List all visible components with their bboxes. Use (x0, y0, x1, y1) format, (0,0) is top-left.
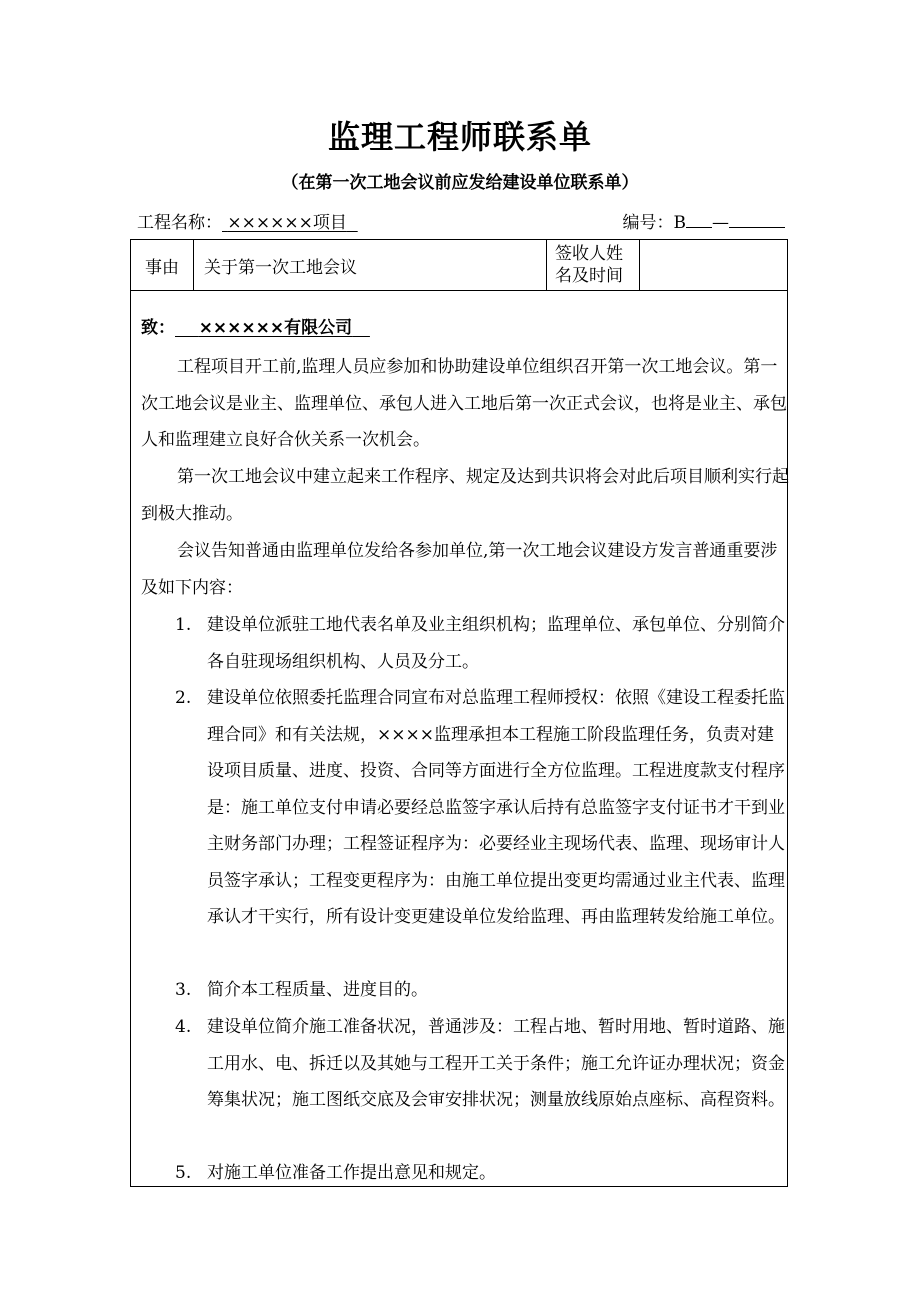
project-label: 工程名称： (137, 213, 222, 233)
meta-row (137, 208, 785, 234)
paragraph: 第一次工地会议中建立起来工作程序、规定及达到共识将会对此后项目顺利实行起到极大推动。 (141, 467, 789, 524)
signer-label-line2: 名及时间 (555, 266, 623, 286)
paragraph: 会议告知普通由监理单位发给各参加单位,第一次工地会议建设方发言普通重要涉及如下内容： (141, 541, 778, 598)
number-dash: — (712, 213, 729, 233)
number-label: 编号：B (622, 213, 686, 233)
recipient-label: 致： (141, 318, 175, 338)
list-number: 3. (175, 980, 192, 1000)
list-number: 1. (175, 615, 192, 635)
list-number: 2. (175, 688, 192, 708)
page-subtitle: （在第一次工地会议前应发给建设单位联系单） (281, 173, 639, 193)
subject-value: 关于第一次工地会议 (194, 240, 547, 290)
list-text: 简介本工程质量、进度目的。 (207, 980, 428, 1000)
signer-value (640, 240, 787, 290)
list-text: 建设单位派驻工地代表名单及业主组织机构；监理单位、承包单位、分别简介各自驻现场组织机构、人员及分工。 (207, 615, 785, 672)
list-item (141, 1155, 787, 1192)
list-item (141, 680, 787, 936)
list-number: 4. (175, 1017, 192, 1037)
number-blank-1 (686, 209, 712, 228)
number-blank-2 (729, 209, 785, 228)
signer-label-line1: 签收人姓 (555, 244, 623, 264)
list-text: 建设单位依照委托监理合同宣布对总监理工程师授权：依照《建设工程委托监理合同》和有关法规，××××监理承担本工程施工阶段监理任务，负责对建设项目质量、进度、投资、合同等方面进行全方位监理。工程进度款支付程序是：施工单位支付申请必要经总监签字承认后持有总监签字支付证书才干到业主财务部门办理；工程签证程序为：必要经业主现场代表、监理、现场审计人员签字承认；工程变更程序为：由施工单位提出变更均需通过业主代表、监理承认才干实行，所有设计变更建设单位发给监理、再由监理转发给施工单位。 (207, 688, 785, 927)
list-item (141, 607, 787, 680)
document-number (623, 208, 786, 233)
list-item (141, 1009, 787, 1119)
list-text: 对施工单位准备工作提出意见和规定。 (207, 1163, 496, 1183)
list-item (141, 972, 787, 1009)
contact-form (130, 239, 788, 1187)
list-text: 建设单位简介施工准备状况，普通涉及：工程占地、暂时用地、暂时道路、施工用水、电、拆迁以及其她与工程开工关于条件；施工允许证办理状况；资金筹集状况；施工图纸交底及会审安排状况；测量放线原始点座标、高程资料。 (207, 1017, 785, 1110)
recipient-line (141, 313, 370, 338)
subject-label: 事由 (131, 240, 194, 290)
project-value: ××××××项目 (227, 213, 347, 233)
page-title: 监理工程师联系单 (327, 118, 592, 156)
project-name (137, 208, 358, 233)
form-header-row (131, 240, 787, 291)
signer-label (547, 240, 640, 290)
recipient-value: ××××××有限公司 (198, 318, 353, 338)
paragraph: 工程项目开工前,监理人员应参加和协助建设单位组织召开第一次工地会议。第一次工地会议是业主、监理单位、承包人进入工地后第一次正式会议，也将是业主、承包人和监理建立良好合伙关系一次机会。 (141, 357, 787, 450)
list-number: 5. (175, 1163, 192, 1183)
